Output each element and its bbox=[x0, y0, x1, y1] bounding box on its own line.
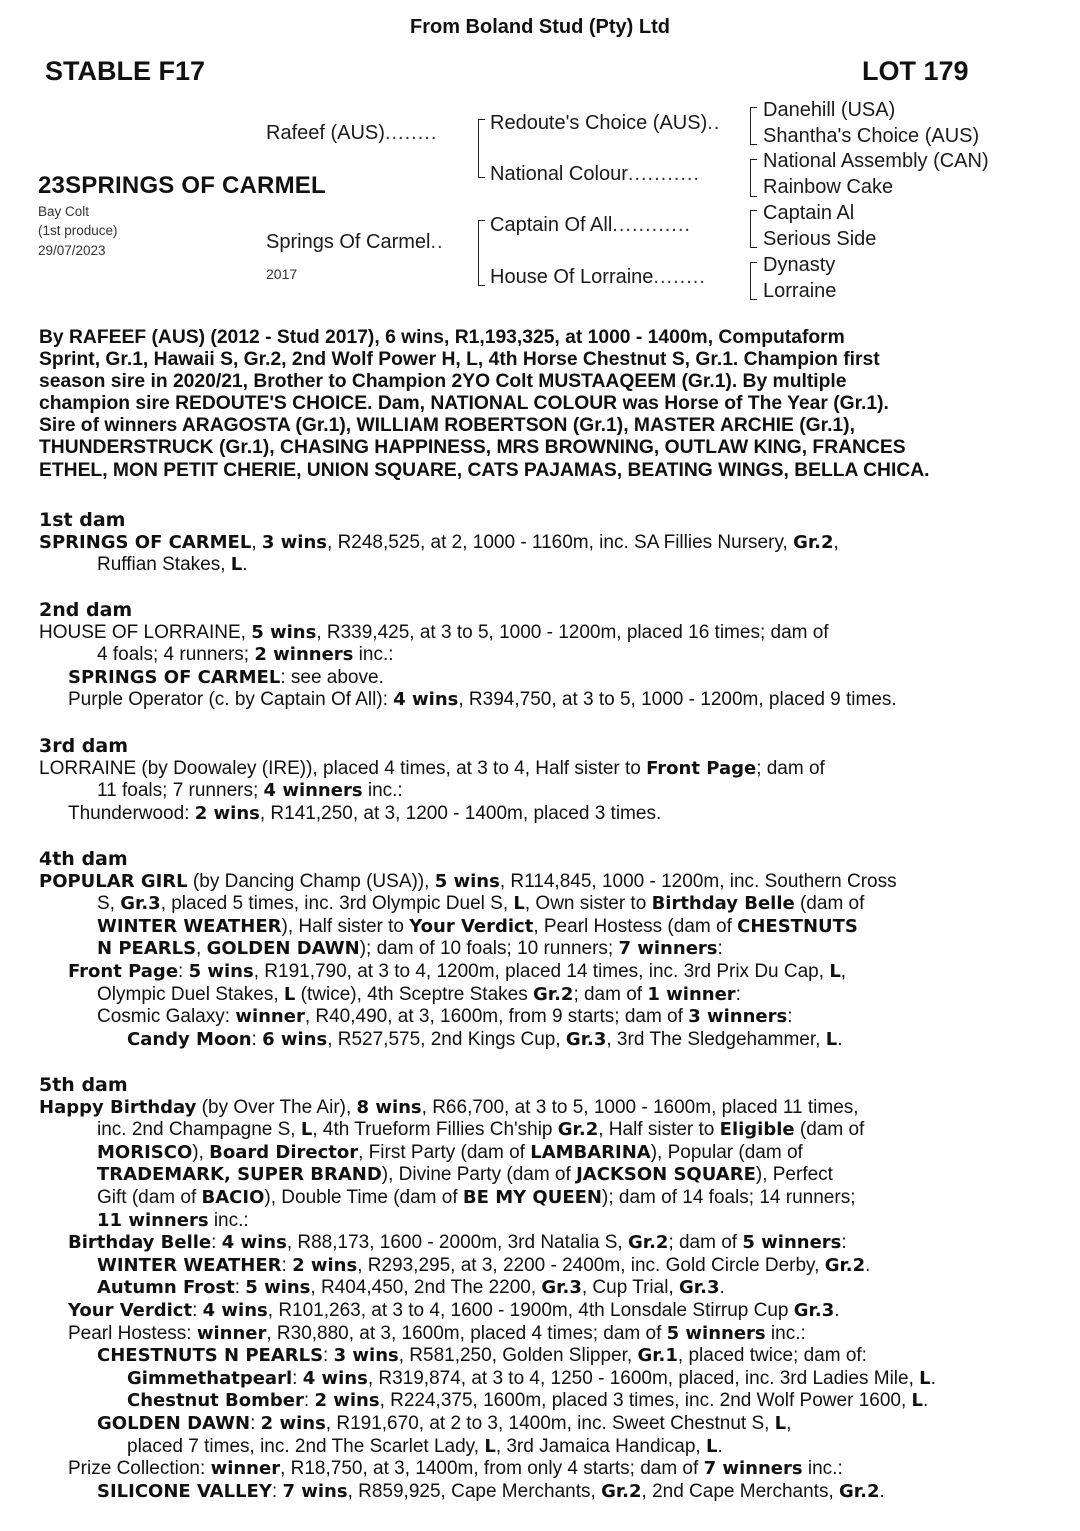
pedigree-ggp-3: National Assembly (CAN) bbox=[763, 150, 989, 172]
text: , R30,880, at 3, 1600m, placed 4 times; dam of bbox=[266, 1322, 667, 1344]
bold-text: Happy Birthday bbox=[39, 1096, 197, 1118]
dam-heading: 2nd dam bbox=[39, 599, 133, 621]
text: , Own sister to bbox=[524, 893, 652, 915]
text: . bbox=[865, 1254, 871, 1276]
text: , R191,670, at 2 to 3, 1400m, inc. Sweet Chestnut S, bbox=[325, 1412, 775, 1434]
bold-text: Eligible bbox=[719, 1119, 795, 1141]
bold-text: L bbox=[484, 1435, 496, 1457]
sire-notes-line: season sire in 2020/21, Brother to Champion 2YO Colt MUSTAAQEEM (Gr.1). By multiple bbox=[39, 371, 847, 393]
text: HOUSE OF LORRAINE, bbox=[39, 621, 252, 643]
bold-text: 5 wins bbox=[245, 1277, 311, 1299]
bold-text: Autumn Frost bbox=[97, 1277, 235, 1299]
text: : bbox=[234, 1277, 246, 1299]
text: , R293,295, at 3, 2200 - 2400m, inc. Gold Circle Derby, bbox=[357, 1254, 825, 1276]
bold-text: CHESTNUTS N PEARLS bbox=[97, 1345, 324, 1367]
horse-produce: (1st produce) bbox=[38, 223, 118, 238]
dam-notes bbox=[39, 871, 1059, 1052]
text: ), Perfect bbox=[755, 1164, 833, 1186]
bold-text: L bbox=[829, 960, 841, 982]
pedigree-ggp-8: Lorraine bbox=[763, 280, 837, 302]
text: Olympic Duel Stakes, bbox=[97, 983, 284, 1005]
text: S, bbox=[97, 893, 121, 915]
pedigree-note-line bbox=[39, 1413, 1059, 1436]
bold-text: GOLDEN DAWN bbox=[97, 1412, 251, 1434]
consignor-heading: From Boland Stud (Pty) Ltd bbox=[410, 16, 670, 38]
text: ), Double Time (dam of bbox=[264, 1186, 463, 1208]
bold-text: Chestnut Bomber bbox=[127, 1390, 304, 1412]
horse-description: Bay Colt bbox=[38, 204, 90, 219]
bold-text: 2 wins bbox=[194, 802, 260, 824]
pedigree-note-line bbox=[39, 984, 1059, 1007]
text: ); dam of 10 foals; 10 runners; bbox=[359, 938, 619, 960]
bold-text: Front Page bbox=[68, 960, 179, 982]
bold-text: SILICONE VALLEY bbox=[97, 1480, 272, 1502]
text: inc.: bbox=[765, 1322, 806, 1344]
bold-text: Gr.3 bbox=[541, 1277, 582, 1299]
bold-text: SPRINGS OF CARMEL bbox=[68, 666, 281, 688]
bold-text: Candy Moon bbox=[127, 1028, 252, 1050]
pedigree-ggp-1: Danehill (USA) bbox=[763, 99, 896, 121]
text: . bbox=[930, 1367, 936, 1389]
bold-text: 7 winners bbox=[618, 938, 718, 960]
bold-text: 2 wins bbox=[314, 1390, 380, 1412]
text: , R527,575, 2nd Kings Cup, bbox=[327, 1028, 566, 1050]
pedigree-note-line bbox=[39, 1300, 1059, 1323]
bold-text: WINTER WEATHER bbox=[97, 915, 282, 937]
text: , R859,925, Cape Merchants, bbox=[347, 1480, 602, 1502]
bold-text: 2 winners bbox=[254, 644, 354, 666]
text: : bbox=[787, 1006, 793, 1028]
bracket-line bbox=[478, 119, 479, 178]
bold-text: Gr.2 bbox=[532, 983, 574, 1005]
pedigree-note-line bbox=[39, 1142, 1059, 1165]
sire-notes-line: By RAFEEF (AUS) (2012 - Stud 2017), 6 wins, R1,193,325, at 1000 - 1400m, Computaform bbox=[39, 327, 845, 348]
bold-text: 6 wins bbox=[262, 1028, 328, 1050]
text: inc.: bbox=[208, 1209, 249, 1231]
pedigree-dam-year: 2017 bbox=[266, 266, 298, 282]
pedigree-note-line bbox=[39, 532, 1059, 555]
sire-notes-line: Sprint, Gr.1, Hawaii S, Gr.2, 2nd Wolf Power H, L, 4th Horse Chestnut S, Gr.1. Champion first bbox=[39, 349, 880, 371]
text: : see above. bbox=[280, 666, 384, 688]
sire-notes-line: champion sire REDOUTE'S CHOICE. Dam, NATIONAL COLOUR was Horse of The Year (Gr.1). bbox=[39, 393, 889, 415]
text: , 2nd Cape Merchants, bbox=[641, 1480, 840, 1502]
bold-text: TRADEMARK, SUPER BRAND bbox=[97, 1164, 382, 1186]
text: . bbox=[834, 1299, 840, 1321]
text: , First Party (dam of bbox=[358, 1141, 531, 1163]
bold-text: 4 wins bbox=[202, 1299, 268, 1321]
text: , placed twice; dam of: bbox=[677, 1345, 867, 1367]
text: Ruffian Stakes, bbox=[97, 554, 231, 576]
pedigree-note-line bbox=[39, 667, 1059, 690]
text: . bbox=[242, 554, 248, 576]
text: , R191,790, at 3 to 4, 1200m, placed 14 times, inc. 3rd Prix Du Cap, bbox=[253, 960, 830, 982]
text: , Half sister to bbox=[598, 1119, 720, 1141]
text: , R224,375, 1600m, placed 3 times, inc. 2nd Wolf Power 1600, bbox=[379, 1390, 912, 1412]
text: inc. 2nd Champagne S, bbox=[97, 1119, 301, 1141]
pedigree-note-line bbox=[39, 1097, 1059, 1120]
bold-text: Gr.3 bbox=[793, 1299, 835, 1321]
text: : bbox=[717, 938, 723, 960]
text: : bbox=[735, 983, 741, 1005]
text: . bbox=[717, 1435, 723, 1457]
pedigree-note-line bbox=[39, 1368, 1059, 1391]
pedigree-note-line bbox=[39, 1029, 1059, 1052]
bold-text: MORISCO bbox=[97, 1141, 193, 1163]
text: : bbox=[281, 1254, 293, 1276]
bold-text: L bbox=[911, 1390, 924, 1412]
text: placed 7 times, inc. 2nd The Scarlet Lady, bbox=[127, 1435, 485, 1457]
text: . bbox=[923, 1390, 929, 1412]
text: ), Popular (dam of bbox=[650, 1141, 803, 1163]
text: ); dam of 14 foals; 14 runners; bbox=[602, 1186, 856, 1208]
pedigree-ggp-2: Shantha's Choice (AUS) bbox=[763, 125, 980, 147]
leader-dots: .. bbox=[430, 231, 444, 253]
bold-text: JACKSON SQUARE bbox=[576, 1164, 756, 1186]
dam-section-2 bbox=[39, 599, 1059, 712]
bold-text: Gr.3 bbox=[120, 893, 161, 915]
text: : bbox=[292, 1367, 303, 1389]
lot-number: LOT 179 bbox=[862, 56, 969, 86]
text: : bbox=[271, 1480, 283, 1502]
text: : bbox=[303, 1390, 315, 1412]
bold-text: POPULAR GIRL bbox=[39, 870, 188, 892]
pedigree-note-line bbox=[39, 1255, 1059, 1278]
bold-text: Gr.2 bbox=[793, 531, 834, 553]
pedigree-note-line bbox=[39, 1164, 1059, 1187]
dam-notes bbox=[39, 758, 1059, 826]
text: , Cup Trial, bbox=[581, 1277, 680, 1299]
bold-text: Gr.1 bbox=[637, 1345, 678, 1367]
bold-text: 2 wins bbox=[292, 1254, 358, 1276]
pedigree-ggp-6: Serious Side bbox=[763, 228, 877, 250]
pedigree-note-line bbox=[39, 1481, 1059, 1504]
text: , R319,874, at 3 to 4, 1250 - 1600m, placed, inc. 3rd Ladies Mile, bbox=[367, 1367, 920, 1389]
text: , R88,173, 1600 - 2000m, 3rd Natalia S, bbox=[286, 1232, 628, 1254]
text: , R394,750, at 3 to 5, 1000 - 1200m, placed 9 times. bbox=[458, 689, 897, 711]
bold-text: L bbox=[774, 1412, 787, 1434]
bold-text: 4 wins bbox=[221, 1232, 287, 1254]
bold-text: LAMBARINA bbox=[530, 1141, 651, 1163]
text: , 3rd The Sledgehammer, bbox=[606, 1028, 826, 1050]
dam-notes bbox=[39, 532, 1059, 577]
text: : bbox=[251, 1028, 263, 1050]
bold-text: Gr.2 bbox=[601, 1480, 642, 1502]
horse-foaling-date: 29/07/2023 bbox=[38, 243, 106, 258]
dam-heading: 4th dam bbox=[39, 848, 128, 870]
sire-notes-line: THUNDERSTRUCK (Gr.1), CHASING HAPPINESS, MRS BROWNING, OUTLAW KING, FRANCES bbox=[39, 437, 906, 459]
text: , R40,490, at 3, 1600m, from 9 starts; dam of bbox=[304, 1006, 689, 1028]
pedigree-note-line bbox=[39, 554, 1059, 577]
text: , R248,525, at 2, 1000 - 1160m, inc. SA Fillies Nursery, bbox=[327, 531, 794, 553]
bold-text: WINTER WEATHER bbox=[97, 1254, 282, 1276]
pedigree-note-line bbox=[39, 1277, 1059, 1300]
bold-text: L bbox=[230, 554, 243, 576]
leader-dots: ........ bbox=[384, 122, 438, 144]
bold-text: SPRINGS OF CARMEL bbox=[39, 531, 252, 553]
text: ), bbox=[192, 1141, 210, 1163]
text: , bbox=[833, 531, 839, 553]
bold-text: N PEARLS bbox=[97, 938, 197, 960]
text: Thunderwood: bbox=[68, 802, 195, 824]
bold-text: 3 winners bbox=[688, 1006, 788, 1028]
pedigree-sire-dam: National Colour........... bbox=[490, 163, 700, 185]
text: ; dam of bbox=[756, 757, 825, 779]
bold-text: L bbox=[919, 1367, 931, 1389]
text: , R581,250, Golden Slipper, bbox=[398, 1345, 638, 1367]
pedigree-ggp-7: Dynasty bbox=[763, 254, 836, 276]
bold-text: Gr.3 bbox=[679, 1277, 720, 1299]
text: inc.: bbox=[802, 1458, 843, 1480]
pedigree-note-line bbox=[39, 1187, 1059, 1210]
pedigree-note-line bbox=[39, 1119, 1059, 1142]
text: . bbox=[719, 1277, 725, 1299]
text: , R114,845, 1000 - 1200m, inc. Southern Cross bbox=[499, 870, 897, 892]
bracket-line bbox=[750, 210, 751, 248]
text: LORRAINE (by Doowaley (IRE)), placed 4 times, at 3 to 4, Half sister to bbox=[39, 757, 647, 779]
bold-text: Front Page bbox=[646, 757, 757, 779]
text: (twice), 4th Sceptre Stakes bbox=[295, 983, 533, 1005]
dam-heading: 3rd dam bbox=[39, 735, 129, 757]
bold-text: 8 wins bbox=[356, 1096, 422, 1118]
pedigree-note-line bbox=[39, 1345, 1059, 1368]
text: Gift (dam of bbox=[97, 1186, 202, 1208]
horse-name: 23SPRINGS OF CARMEL bbox=[38, 172, 326, 199]
text: Pearl Hostess: bbox=[68, 1322, 197, 1344]
text: (by Dancing Champ (USA)), bbox=[187, 870, 435, 892]
bold-text: 5 wins bbox=[251, 621, 317, 643]
sire-notes bbox=[39, 327, 1069, 482]
pedigree-note-line bbox=[39, 1006, 1059, 1029]
bold-text: L bbox=[283, 983, 296, 1005]
bold-text: Gr.2 bbox=[627, 1232, 669, 1254]
dam-section-1 bbox=[39, 509, 1059, 577]
text: , bbox=[196, 938, 207, 960]
bold-text: L bbox=[513, 893, 525, 915]
bracket-line bbox=[750, 159, 751, 197]
pedigree-ggp-5: Captain Al bbox=[763, 202, 855, 224]
text: 4 foals; 4 runners; bbox=[97, 644, 255, 666]
text: Cosmic Galaxy: bbox=[97, 1006, 236, 1028]
text: : bbox=[211, 1232, 222, 1254]
text: : bbox=[323, 1345, 334, 1367]
pedigree-note-line bbox=[39, 1390, 1059, 1413]
text: : bbox=[250, 1412, 261, 1434]
bold-text: 5 wins bbox=[188, 960, 254, 982]
pedigree-ggp-4: Rainbow Cake bbox=[763, 176, 894, 198]
text: , Pearl Hostess (dam of bbox=[533, 915, 738, 937]
text: , R66,700, at 3 to 5, 1000 - 1600m, placed 11 times, bbox=[421, 1096, 859, 1118]
sire-notes-line: Sire of winners ARAGOSTA (Gr.1), WILLIAM ROBERTSON (Gr.1), MASTER ARCHIE (Gr.1), bbox=[39, 415, 855, 437]
text: (dam of bbox=[794, 893, 865, 915]
pedigree-note-line bbox=[39, 1232, 1059, 1255]
pedigree-note-line bbox=[39, 689, 1059, 712]
bold-text: 5 wins bbox=[434, 870, 500, 892]
bold-text: winner bbox=[196, 1322, 267, 1344]
pedigree-note-line bbox=[39, 644, 1059, 667]
bold-text: 3 wins bbox=[333, 1345, 399, 1367]
dam-notes bbox=[39, 1097, 1059, 1504]
bold-text: 7 wins bbox=[282, 1480, 348, 1502]
text: , bbox=[840, 960, 847, 982]
bold-text: Gr.2 bbox=[824, 1254, 866, 1276]
bold-text: 11 winners bbox=[97, 1209, 209, 1231]
pedigree-note-line bbox=[39, 803, 1059, 826]
pedigree-note-line bbox=[39, 871, 1059, 894]
bold-text: CHESTNUTS bbox=[737, 915, 858, 937]
bold-text: Gr.3 bbox=[565, 1028, 607, 1050]
text: ; dam of bbox=[573, 983, 648, 1005]
text: ), Divine Party (dam of bbox=[381, 1164, 577, 1186]
bold-text: 4 wins bbox=[393, 689, 459, 711]
bracket-line bbox=[750, 107, 751, 145]
text: : bbox=[841, 1232, 847, 1254]
pedigree-note-line bbox=[39, 938, 1059, 961]
bold-text: 3 wins bbox=[261, 531, 328, 553]
text: Prize Collection: bbox=[68, 1458, 211, 1480]
text: , placed 5 times, inc. 3rd Olympic Duel S, bbox=[160, 893, 514, 915]
dam-section-5 bbox=[39, 1074, 1059, 1503]
text: , R404,450, 2nd The 2200, bbox=[310, 1277, 542, 1299]
bold-text: Birthday Belle bbox=[68, 1232, 212, 1254]
bracket-line bbox=[750, 262, 751, 300]
pedigree-note-line bbox=[39, 1323, 1059, 1346]
bold-text: BACIO bbox=[201, 1186, 265, 1208]
bold-text: BE MY QUEEN bbox=[462, 1186, 602, 1208]
sire-notes-line: ETHEL, MON PETIT CHERIE, UNION SQUARE, CATS PAJAMAS, BEATING WINGS, BELLA CHICA. bbox=[39, 459, 930, 481]
text: (by Over The Air), bbox=[196, 1096, 357, 1118]
text: , 3rd Jamaica Handicap, bbox=[495, 1435, 706, 1457]
text: : bbox=[192, 1299, 203, 1321]
pedigree-note-line bbox=[39, 893, 1059, 916]
text: , 4th Trueform Fillies Ch'ship bbox=[312, 1119, 558, 1141]
text: inc.: bbox=[362, 780, 403, 802]
pedigree-note-line bbox=[39, 1210, 1059, 1233]
text: ; dam of bbox=[668, 1232, 743, 1254]
bold-text: 5 winners bbox=[742, 1232, 842, 1254]
pedigree-note-line bbox=[39, 622, 1059, 645]
dam-heading: 1st dam bbox=[39, 509, 126, 531]
bold-text: Gr.2 bbox=[557, 1119, 599, 1141]
dam-section-3 bbox=[39, 735, 1059, 825]
bold-text: Birthday Belle bbox=[651, 893, 795, 915]
bold-text: 4 winners bbox=[263, 780, 363, 802]
bold-text: 1 winner bbox=[647, 983, 736, 1005]
bold-text: 4 wins bbox=[302, 1367, 368, 1389]
bold-text: GOLDEN DAWN bbox=[206, 938, 360, 960]
text: , R339,425, at 3 to 5, 1000 - 1200m, placed 16 times; dam of bbox=[316, 621, 829, 643]
text: , bbox=[786, 1412, 792, 1434]
text: , R101,263, at 3 to 4, 1600 - 1900m, 4th Lonsdale Stirrup Cup bbox=[267, 1299, 794, 1321]
pedigree-sire: Rafeef (AUS)........ bbox=[266, 122, 438, 144]
text: . bbox=[879, 1480, 885, 1502]
pedigree-dam: Springs Of Carmel.. bbox=[266, 231, 444, 253]
pedigree-note-line bbox=[39, 916, 1059, 939]
dam-notes bbox=[39, 622, 1059, 712]
text: . bbox=[837, 1028, 843, 1050]
text: 11 foals; 7 runners; bbox=[97, 780, 264, 802]
dam-heading: 5th dam bbox=[39, 1074, 128, 1096]
bold-text: Gimmethatpearl bbox=[127, 1367, 293, 1389]
bold-text: L bbox=[300, 1119, 313, 1141]
pedigree-note-line bbox=[39, 758, 1059, 781]
dam-section-4 bbox=[39, 848, 1059, 1051]
bold-text: 2 wins bbox=[260, 1412, 326, 1434]
bold-text: Gr.2 bbox=[839, 1480, 880, 1502]
text: , R141,250, at 3, 1200 - 1400m, placed 3 times. bbox=[259, 802, 662, 824]
text: ), Half sister to bbox=[281, 915, 410, 937]
bold-text: Your Verdict bbox=[68, 1299, 193, 1321]
pedigree-note-line bbox=[39, 961, 1059, 984]
bold-text: 5 winners bbox=[666, 1322, 766, 1344]
bold-text: L bbox=[825, 1028, 838, 1050]
text: inc.: bbox=[353, 644, 394, 666]
text: : bbox=[178, 960, 189, 982]
pedigree-dam-dam: House Of Lorraine........ bbox=[490, 266, 706, 288]
text: , bbox=[251, 531, 262, 553]
bold-text: winner bbox=[210, 1458, 281, 1480]
pedigree-dam-sire: Captain Of All............ bbox=[490, 214, 691, 236]
text: , R18,750, at 3, 1400m, from only 4 starts; dam of bbox=[280, 1458, 704, 1480]
text: (dam of bbox=[794, 1119, 865, 1141]
bracket-line bbox=[478, 220, 479, 286]
bold-text: winner bbox=[235, 1006, 305, 1028]
pedigree-note-line bbox=[39, 1436, 1059, 1459]
stable-number: STABLE F17 bbox=[45, 56, 206, 86]
pedigree-note-line bbox=[39, 780, 1059, 803]
bold-text: L bbox=[705, 1435, 718, 1457]
bold-text: Your Verdict bbox=[409, 915, 534, 937]
text: Purple Operator (c. by Captain Of All): bbox=[68, 689, 394, 711]
pedigree-sire-sire: Redoute's Choice (AUS).. bbox=[490, 112, 721, 134]
bold-text: 7 winners bbox=[703, 1458, 803, 1480]
pedigree-note-line bbox=[39, 1458, 1059, 1481]
bold-text: Board Director bbox=[209, 1141, 359, 1163]
